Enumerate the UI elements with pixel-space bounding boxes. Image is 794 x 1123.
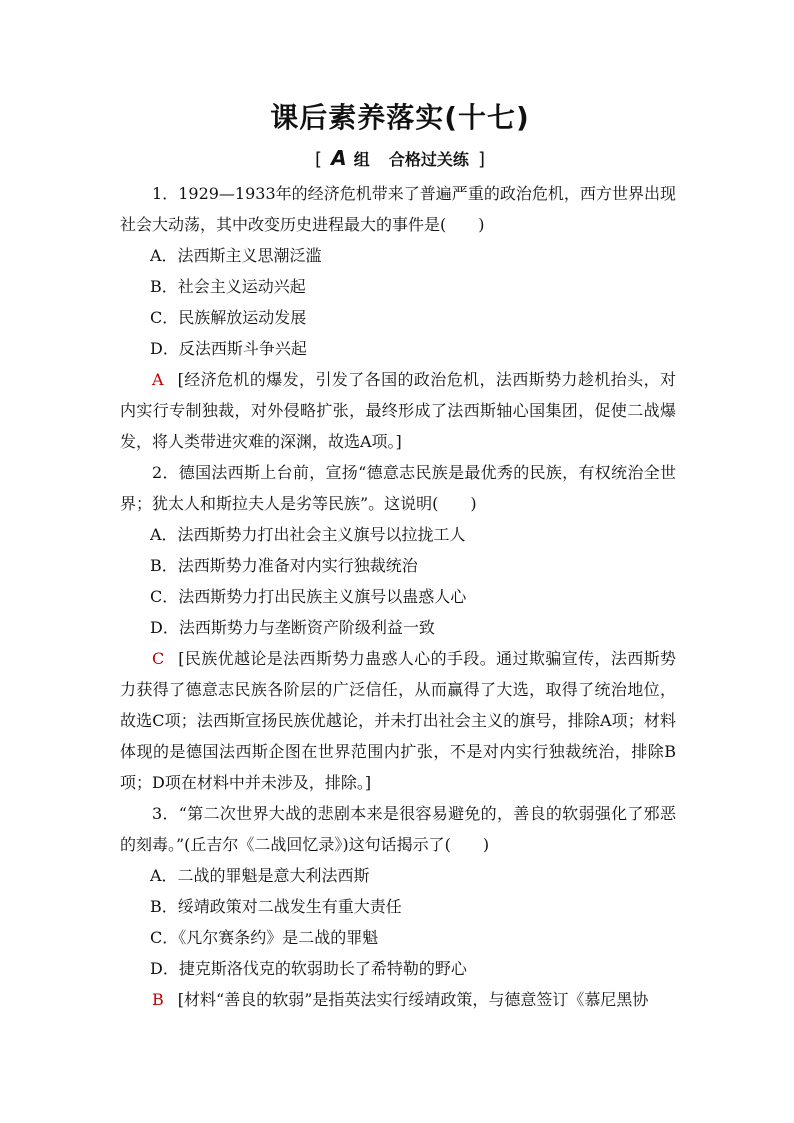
group-letter: A xyxy=(331,146,347,170)
option-a: A．二战的罪魁是意大利法西斯 xyxy=(150,866,370,885)
group-name: 组 xyxy=(353,150,370,169)
option-a: A．法西斯势力打出社会主义旗号以拉拢工人 xyxy=(150,525,466,544)
question-stem: 3．“第二次世界大战的悲剧本来是很容易避免的，善良的软弱强化了邪恶的刻毒。”(丘吉尔《二战回忆录》)这句话揭示了( ) xyxy=(120,804,676,854)
answer-letter: C xyxy=(152,649,165,668)
document-page xyxy=(120,96,676,1015)
answer-letter: B xyxy=(152,990,164,1009)
option-c: C．法西斯势力打出民族主义旗号以蛊惑人心 xyxy=(150,587,467,606)
page-title: 课后素养落实(十七) xyxy=(270,101,530,134)
question-1 xyxy=(120,178,676,457)
answer-letter: A xyxy=(152,370,164,389)
option-b: B．法西斯势力准备对内实行独裁统治 xyxy=(150,556,418,575)
answer-text: [经济危机的爆发，引发了各国的政治危机，法西斯势力趁机抬头，对内实行专制独裁，对外侵略扩张，最终形成了法西斯轴心国集团，促使二战爆发，将人类带进灾难的深渊，故选A项。] xyxy=(120,370,676,451)
group-heading xyxy=(230,146,570,170)
option-d: D．法西斯势力与垄断资产阶级利益一致 xyxy=(150,618,435,637)
option-c: C．《凡尔赛条约》是二战的罪魁 xyxy=(150,928,379,947)
group-title: 合格过关练 xyxy=(388,150,469,169)
option-d: D．反法西斯斗争兴起 xyxy=(150,339,307,358)
answer-explanation xyxy=(120,643,676,798)
answer-text: [民族优越论是法西斯势力蛊惑人心的手段。通过欺骗宣传，法西斯势力获得了德意志民族各阶层的广泛信任，从而赢得了大选，取得了统治地位，故选C项；法西斯宣扬民族优越论，并未打出社会主义的旗号，排除A项；材料体现的是德国法西斯企图在世界范围内扩张，不是对内实行独裁统治，排除B项；D项在材料中并未涉及，排除。] xyxy=(120,649,676,792)
option-b: B．社会主义运动兴起 xyxy=(150,277,306,296)
group-right-bracket: ] xyxy=(477,149,485,170)
group-left-bracket: [ xyxy=(315,149,323,170)
question-3 xyxy=(120,798,676,1015)
question-stem: 1．1929—1933年的经济危机带来了普遍严重的政治危机，西方世界出现社会大动荡，其中改变历史进程最大的事件是( ) xyxy=(120,184,676,234)
answer-text: [材料“善良的软弱”是指英法实行绥靖政策，与德意签订《慕尼黑协 xyxy=(177,990,649,1009)
answer-explanation xyxy=(120,984,676,1015)
option-a: A．法西斯主义思潮泛滥 xyxy=(150,246,322,265)
option-c: C．民族解放运动发展 xyxy=(150,308,307,327)
option-b: B．绥靖政策对二战发生有重大责任 xyxy=(150,897,402,916)
question-2 xyxy=(120,457,676,798)
question-stem: 2．德国法西斯上台前，宣扬“德意志民族是最优秀的民族，有权统治全世界；犹太人和斯拉夫人是劣等民族”。这说明( ) xyxy=(120,463,676,513)
option-d: D．捷克斯洛伐克的软弱助长了希特勒的野心 xyxy=(150,959,467,978)
answer-explanation xyxy=(120,364,676,457)
